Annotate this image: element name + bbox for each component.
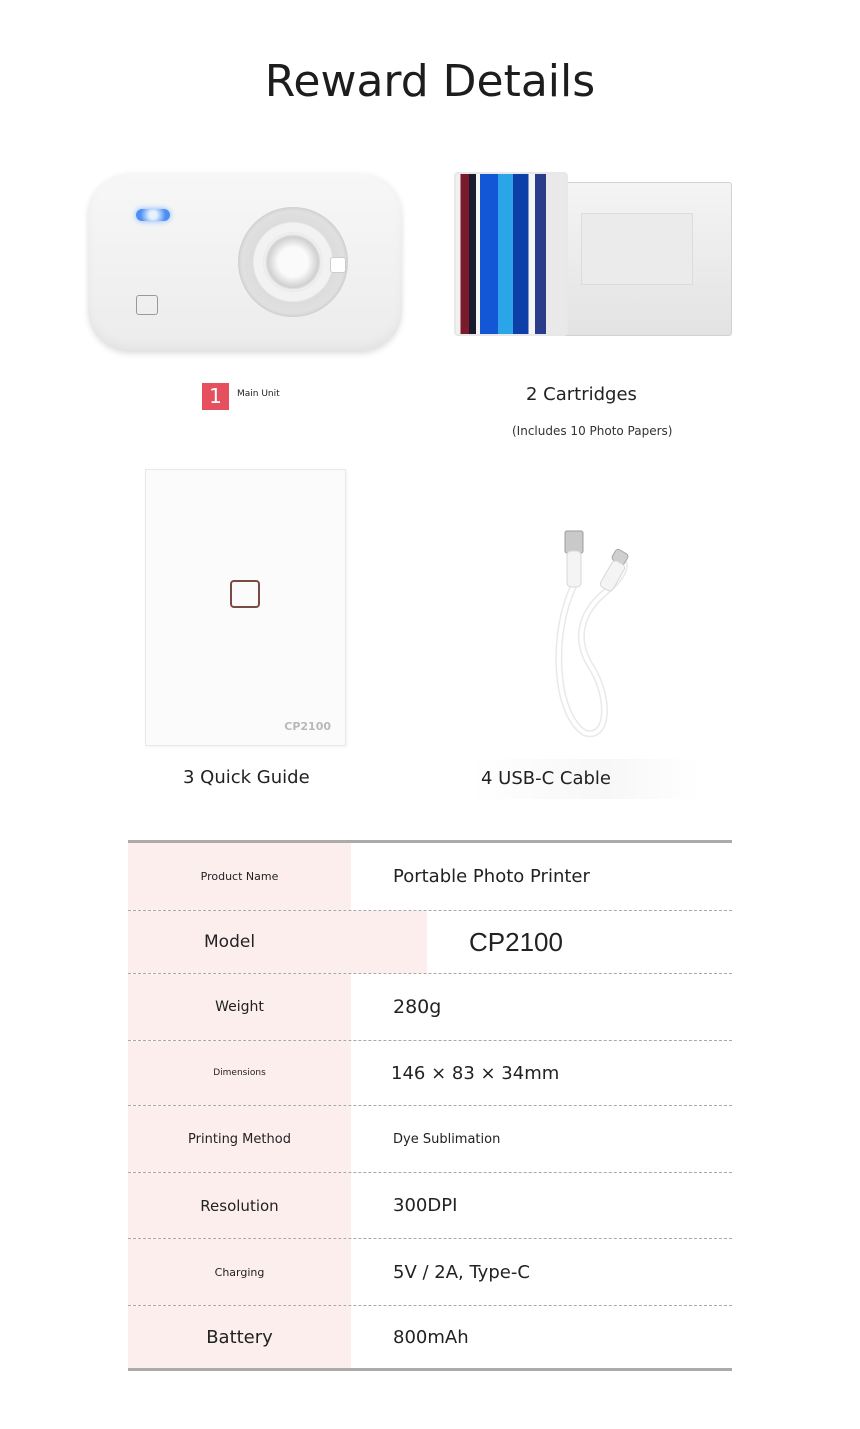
spec-row-printing-method bbox=[128, 1106, 732, 1173]
quick-guide-image bbox=[145, 469, 346, 746]
spec-key: Weight bbox=[128, 974, 351, 1040]
spec-value: 800mAh bbox=[393, 1326, 469, 1348]
caption-cartridges: 2 Cartridges bbox=[526, 384, 637, 405]
item-number-badge: 1 bbox=[202, 383, 229, 410]
spec-value: 5V / 2A, Type-C bbox=[393, 1261, 530, 1283]
caption-cartridges-note: (Includes 10 Photo Papers) bbox=[512, 424, 673, 438]
main-unit-image bbox=[88, 173, 402, 352]
paper-tray-slot bbox=[581, 213, 693, 285]
paper-tray bbox=[550, 182, 732, 336]
spec-key: Model bbox=[128, 911, 427, 973]
spec-row-model bbox=[128, 911, 732, 974]
usb-c-cable-image bbox=[540, 525, 640, 740]
cable-icon bbox=[540, 525, 640, 740]
spec-row-charging bbox=[128, 1239, 732, 1306]
lens-ring bbox=[238, 207, 348, 317]
status-led bbox=[136, 209, 170, 221]
spec-row-resolution bbox=[128, 1173, 732, 1239]
ink-ribbon bbox=[454, 172, 568, 336]
spec-table bbox=[128, 840, 732, 1371]
spec-value: 300DPI bbox=[393, 1195, 458, 1216]
spec-key: Printing Method bbox=[128, 1106, 351, 1172]
brand-logo-icon bbox=[230, 580, 260, 608]
spec-key: Resolution bbox=[128, 1173, 351, 1238]
page-title: Reward Details bbox=[264, 56, 596, 107]
spec-key: Dimensions bbox=[128, 1041, 351, 1105]
spec-row-dimensions bbox=[128, 1041, 732, 1106]
lens bbox=[263, 232, 323, 292]
spec-value: 146 × 83 × 34mm bbox=[391, 1062, 560, 1084]
caption-main-unit-label: Main Unit bbox=[237, 388, 280, 399]
cartridges-image bbox=[454, 172, 731, 336]
spec-value: Portable Photo Printer bbox=[393, 866, 590, 887]
spec-value: Dye Sublimation bbox=[393, 1131, 501, 1147]
caption-usb-c-cable: 4 USB-C Cable bbox=[470, 759, 700, 799]
spec-key: Product Name bbox=[128, 843, 351, 910]
caption-main-unit bbox=[202, 383, 280, 410]
caption-quick-guide: 3 Quick Guide bbox=[183, 767, 310, 788]
spec-value: 280g bbox=[393, 996, 442, 1018]
spec-row-product-name bbox=[128, 843, 732, 911]
spec-key: Battery bbox=[128, 1306, 351, 1368]
spec-value: CP2100 bbox=[469, 926, 563, 957]
spec-key: Charging bbox=[128, 1239, 351, 1305]
spec-row-battery bbox=[128, 1306, 732, 1368]
spec-row-weight bbox=[128, 974, 732, 1041]
guide-model-print: CP2100 bbox=[284, 720, 331, 733]
flash bbox=[330, 257, 346, 273]
brand-logo-icon bbox=[136, 295, 158, 315]
